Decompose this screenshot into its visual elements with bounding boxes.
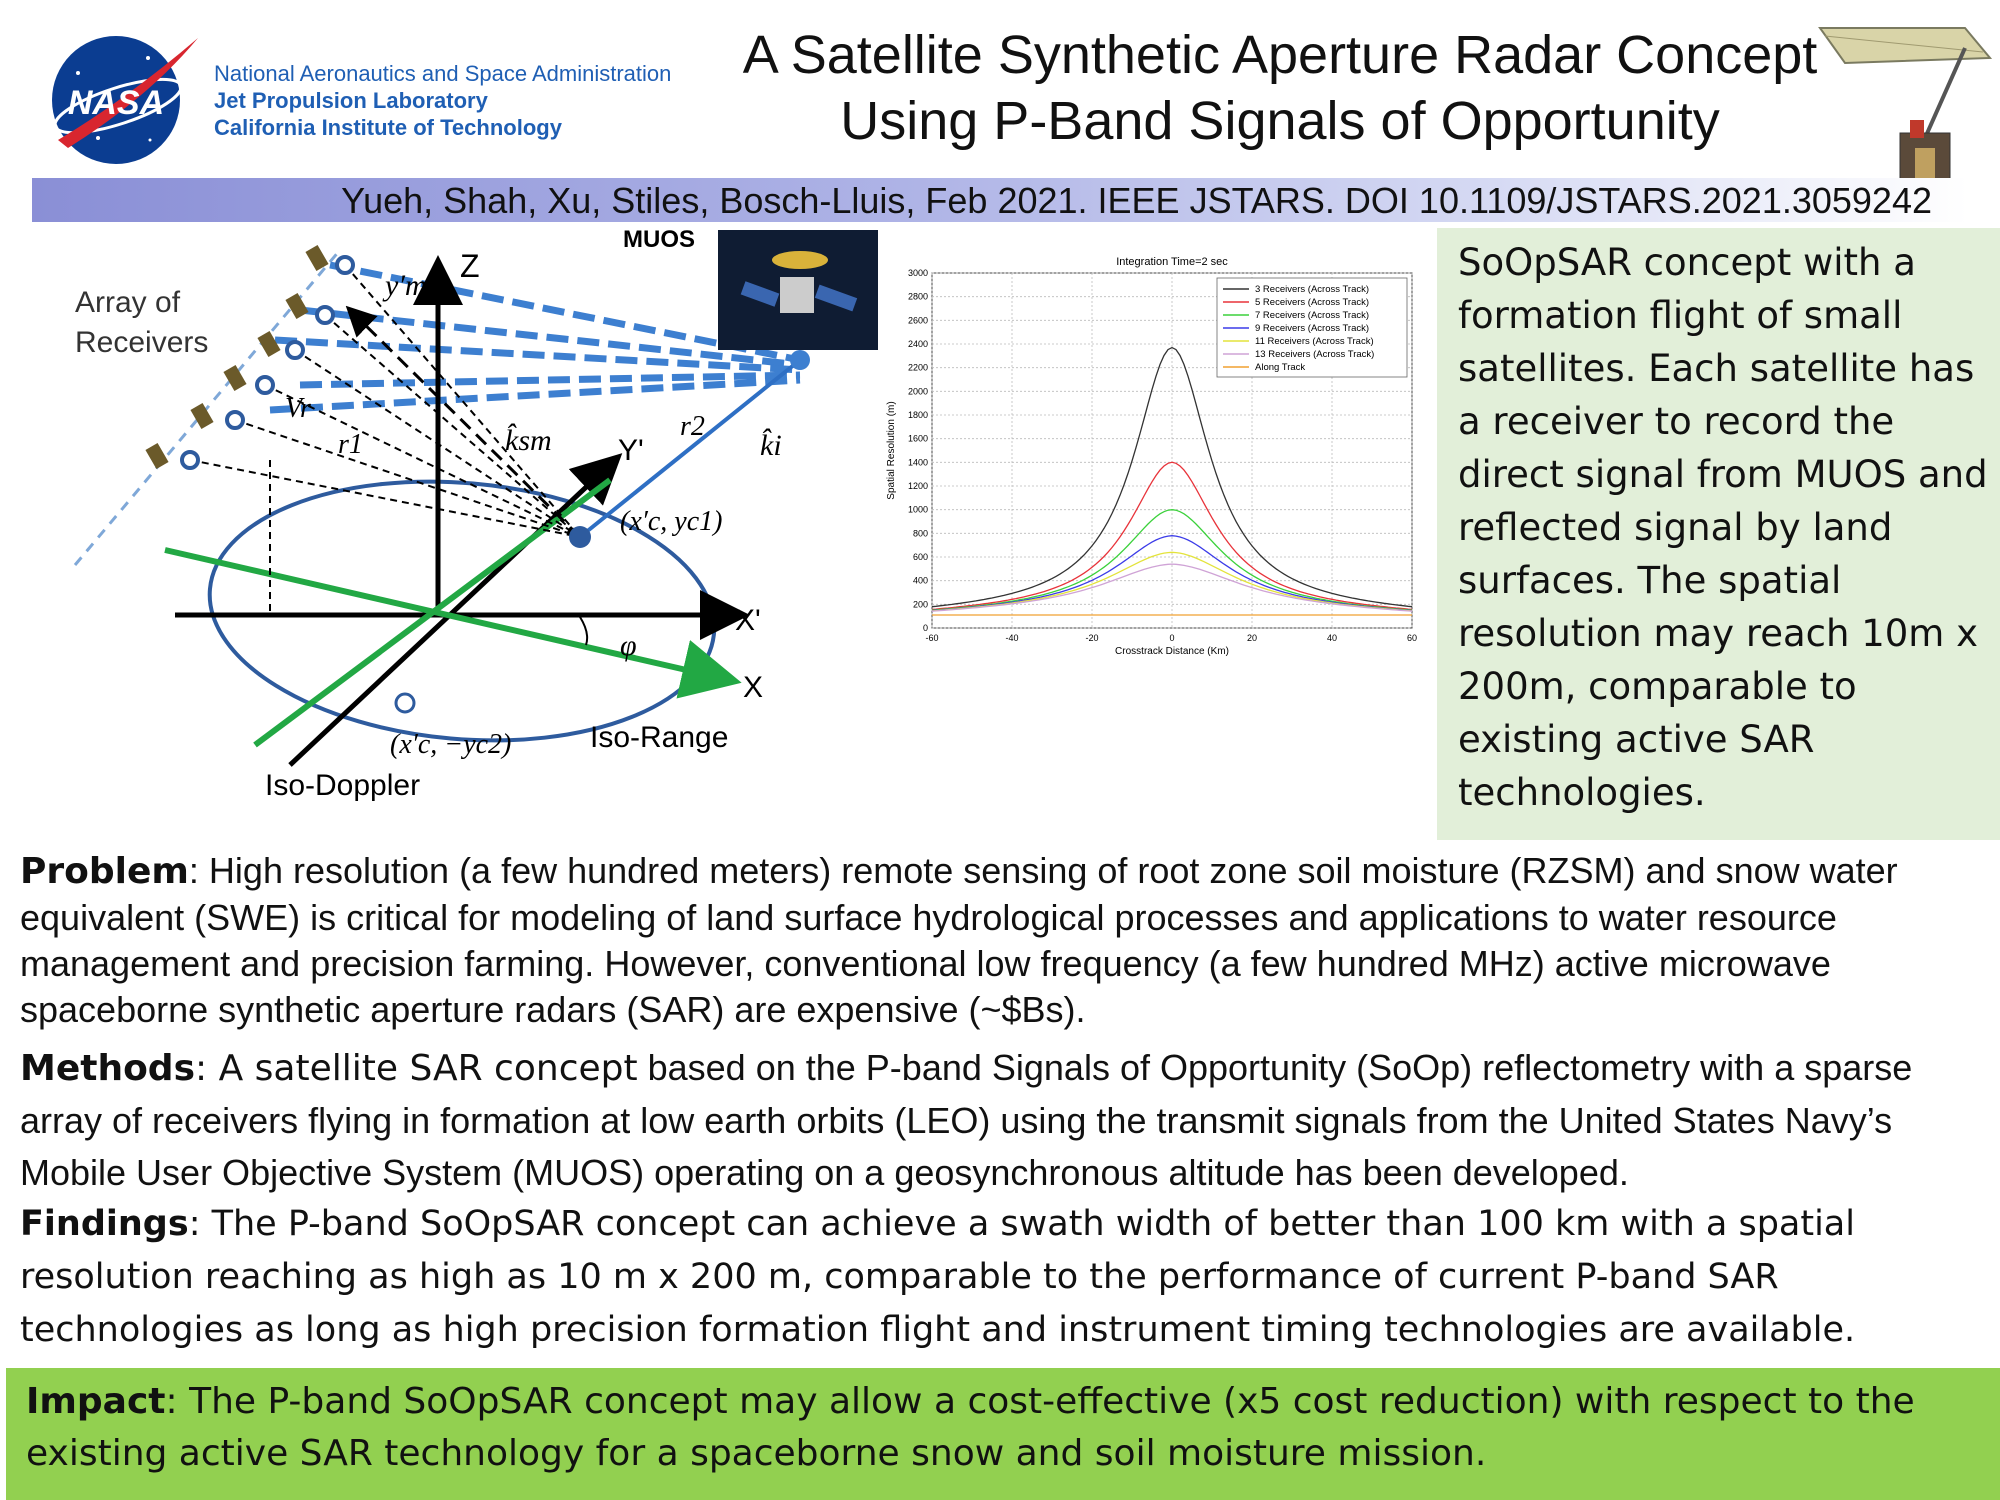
chart-xtick-label: 0 [1169,633,1175,643]
chart-title: Integration Time=2 sec [1116,256,1228,268]
chart-legend-label: 13 Receivers (Across Track) [1255,349,1375,360]
chart-ytick-label: 1400 [907,457,928,468]
svg-text:NASA: NASA [67,84,165,122]
chart-ytick-label: 1200 [907,481,928,491]
label-y-prime: Y' [618,434,644,467]
impact-text: : The P-band SoOpSAR concept may allow a cost-effective (x5 cost reduction) with respect to the existing active SAR technology for a spaceborne snow and soil moisture mission. [26,1381,1915,1474]
org-line-caltech: California Institute of Technology [214,115,562,140]
muos-body [780,277,814,313]
chart-xtick-label: -60 [925,633,939,643]
resolution-chart [880,245,1420,675]
label-r2: r2 [680,411,705,442]
label-x-prime: X' [735,604,761,637]
phi-arc [580,617,587,645]
findings-text: : The P-band SoOpSAR concept can achieve a swath width of better than 100 km with a spatial resolution reaching as high as 10 m x 200 m, comparable to the performance of current P-band SAR technologies as long as high precision formation flight and instrument timing technologies are available. [20,1204,1856,1350]
chart-ytick-label: 1800 [907,410,928,420]
chart-xtick-label: -20 [1085,633,1099,643]
chart-ytick-label: 0 [922,623,928,633]
org-line-jpl: Jet Propulsion Laboratory [214,88,488,113]
chart-legend-label: 9 Receivers (Across Track) [1255,323,1370,334]
impact-label: Impact [26,1381,166,1422]
chart-xlabel: Crosstrack Distance (Km) [1115,646,1229,657]
chart-ylabel: Spatial Resolution (m) [886,401,897,500]
title-line-1: A Satellite Synthetic Aperture Radar Concept [742,25,1818,85]
chart-xtick-label: 40 [1326,633,1338,643]
title-line-2: Using P-Band Signals of Opportunity [840,91,1720,151]
findings-label: Findings [20,1204,189,1244]
methods-lead: : A satellite SAR concept [195,1048,638,1089]
label-iso-doppler: Iso-Doppler [265,769,421,802]
label-receivers: Receivers [75,326,209,359]
chart-legend-label: 3 Receivers (Across Track) [1255,284,1370,295]
chart-ytick-label: 2600 [907,315,928,326]
label-k-sm: k̂sm [505,424,552,457]
methods-label: Methods [20,1048,196,1089]
muos-dish [772,251,828,269]
chart-legend-label: 7 Receivers (Across Track) [1255,310,1370,321]
muos-point [790,350,810,370]
chart-legend-label: 11 Receivers (Across Track) [1255,336,1374,347]
chart-ytick-label: 800 [912,528,928,539]
methods-text: based on the P-band Signals of Opportunity (SoOp) reflectometry with a sparse array of receivers flying in formation at low earth orbits (LEO) using the transmit signals from the United States Navy’s Mobile User Objective System (MUOS) operating on a geosynchronous altitude has been developed. [20,1047,1913,1193]
label-ym: y′m [385,269,427,302]
label-iso-range: Iso-Range [590,721,729,754]
chart-xtick-label: 60 [1406,633,1418,643]
label-point-upper: (x′c, yc1) [620,506,723,537]
problem-label: Problem [20,851,189,892]
methods-paragraph [20,1042,1990,1199]
chart-xtick-label: 20 [1246,633,1258,643]
chart-ytick-label: 1000 [907,504,928,515]
geometry-diagram [0,225,880,820]
problem-text: : High resolution (a few hundred meters) remote sensing of root zone soil moisture (RZSM) and snow water equivalent (SWE) is critical for modeling of land surface hydrological processes and applications to water resource management and precision farming. However, conventional low frequency (a few hundred MHz) active microwave spaceborne synthetic aperture radars (SAR) are expensive (~$Bs). [20,850,1898,1030]
chart-ytick-label: 2800 [907,291,928,302]
label-array: Array of [75,286,181,319]
concept-summary-text: SoOpSAR concept with a formation flight of small satellites. Each satellite has a receiver to record the direct signal from MUOS and reflected signal by land surfaces. The spatial resolution may reach 10m x 200m, comparable to existing active SAR technologies. [1458,241,1988,814]
label-point-lower: (x′c, −yc2) [390,729,512,760]
chart-ytick-label: 2200 [907,362,928,373]
label-x: X [743,671,764,704]
chart-legend-label: 5 Receivers (Across Track) [1255,297,1370,308]
chart-ytick-label: 2400 [907,339,928,349]
chart-ytick-label: 3000 [907,268,928,278]
label-r1: r1 [338,429,363,460]
chart-legend-label: Along Track [1255,362,1306,373]
label-z: Z [460,248,480,284]
target-point-lower [396,694,414,712]
chart-ytick-label: 400 [912,575,928,586]
receiver-array [182,257,353,468]
impact-paragraph [26,1376,1986,1480]
page-title [690,22,1870,154]
chart-ytick-label: 1600 [907,433,928,444]
org-line-nasa: National Aeronautics and Space Administration [214,61,672,86]
target-point-upper [569,526,591,548]
findings-paragraph [20,1198,1990,1357]
nasa-logo [38,28,208,168]
label-muos: MUOS [623,226,695,253]
label-phi: φ [620,629,637,662]
chart-xtick-label: -40 [1005,633,1019,643]
organization-block [214,60,671,141]
citation: Yueh, Shah, Xu, Stiles, Bosch-Lluis, Feb 2021. IEEE JSTARS. DOI 10.1109/JSTARS.2021.3059242 [341,180,1932,221]
chart-ytick-label: 200 [912,599,928,610]
label-vr: Vr [285,393,311,424]
label-k-i: k̂i [760,429,782,462]
problem-paragraph [20,848,1990,1033]
chart-ytick-label: 600 [912,552,928,562]
chart-ytick-label: 2000 [907,386,928,397]
